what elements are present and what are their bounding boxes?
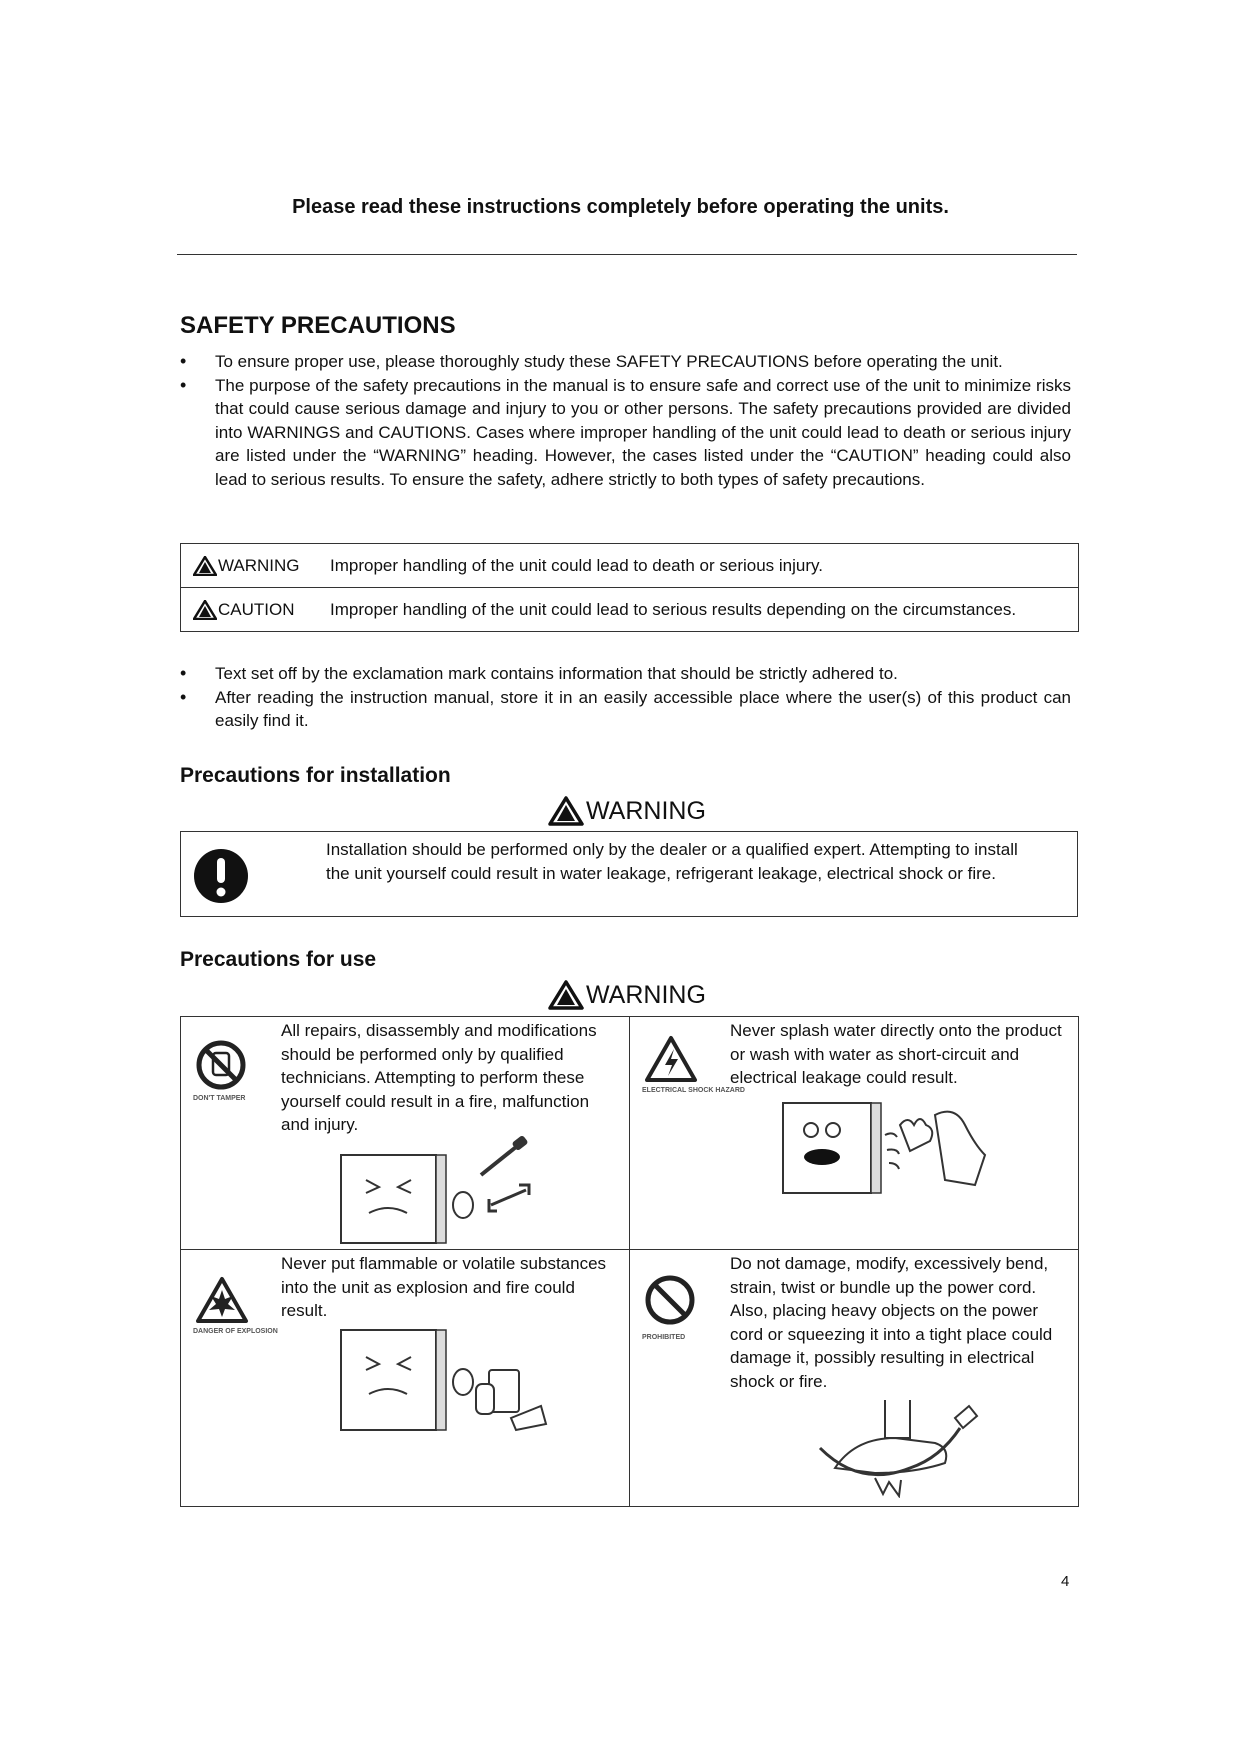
warning-triangle-icon [548, 980, 584, 1010]
warning-triangle-icon [548, 796, 584, 826]
exclamation-icon [193, 848, 249, 904]
use-warning-grid [180, 1016, 1079, 1507]
flammable-illustration [331, 1322, 571, 1442]
intro-bullets [180, 350, 1071, 491]
use-heading: Precautions for use [180, 948, 377, 971]
installation-warning-label: WARNING [586, 796, 706, 825]
icon-caption: DON'T TAMPER [193, 1095, 246, 1102]
divider [177, 254, 1077, 255]
dont-tamper-icon [195, 1039, 247, 1091]
legend-label-warning: WARNING [218, 555, 300, 575]
warning-cell-text: Do not damage, modify, excessively bend, strain, twist or bundle up the power cord. Also, placing heavy objects on the power cord or squeezing it into a tight place could damage it, possibly resulting in electrical shock or fire. [730, 1254, 1053, 1391]
hazard-legend-table [180, 543, 1079, 632]
list-item: • Text set off by the exclamation mark contains information that should be strictly adhered to. [180, 662, 1071, 686]
installation-warning-text: Installation should be performed only by the dealer or a qualified expert. Attempting to install the unit yourself could result in water leakage, refrigerant leakage, electrical shock or fire. [326, 840, 1018, 883]
use-warning-heading [548, 980, 706, 1010]
table-row [181, 588, 1079, 632]
page-title: SAFETY PRECAUTIONS [180, 312, 456, 339]
table-row [181, 1250, 1079, 1507]
list-item: • After reading the instruction manual, store it in an easily accessible place where the user(s) of this product can easily find it. [180, 686, 1071, 733]
table-row [181, 544, 1079, 588]
tamper-illustration [331, 1135, 551, 1245]
installation-warning-heading [548, 796, 706, 826]
list-item: • To ensure proper use, please thoroughly study these SAFETY PRECAUTIONS before operating the unit. [180, 350, 1071, 374]
legend-text-caution: Improper handling of the unit could lead to serious results depending on the circumstances. [330, 588, 1079, 632]
prohibited-icon [644, 1274, 696, 1326]
page-number: 4 [1061, 1573, 1070, 1590]
warning-cell-text: Never put flammable or volatile substances into the unit as explosion and fire could result. [281, 1254, 607, 1320]
water-splash-illustration [775, 1095, 1015, 1205]
icon-caption: ELECTRICAL SHOCK HAZARD [642, 1087, 745, 1094]
icon-caption: DANGER OF EXPLOSION [193, 1328, 278, 1335]
list-item: • The purpose of the safety precautions in the manual is to ensure safe and correct use of the unit to minimize risks that could cause serious damage and injury to you or other persons. The safety precautions provided are divided into WARNINGS and CAUTIONS. Cases where improper handling of the unit could lead to death or serious injury are listed under the “WARNING” heading. However, the cases listed under the “CAUTION” heading could also lead to serious results. To ensure the safety, adhere strictly to both types of safety precautions. [180, 374, 1071, 492]
explosion-danger-icon [195, 1276, 249, 1324]
warning-cell-text: All repairs, disassembly and modifications should be performed only by qualified technicians. Attempting to perform these yourself could result in a fire, malfunction and injury. [281, 1021, 597, 1134]
intro-instruction: Please read these instructions completely before operating the units. [292, 196, 949, 218]
legend-label-caution: CAUTION [218, 599, 295, 619]
legend-text-warning: Improper handling of the unit could lead to death or serious injury. [330, 544, 1079, 588]
warning-cell-text: Never splash water directly onto the product or wash with water as short-circuit and electrical leakage could result. [730, 1021, 1062, 1087]
warning-triangle-icon [193, 556, 217, 576]
installation-warning-box [180, 831, 1078, 917]
table-row [181, 1017, 1079, 1250]
use-warning-label: WARNING [586, 980, 706, 1009]
icon-caption: PROHIBITED [642, 1334, 686, 1341]
caution-triangle-icon [193, 600, 217, 620]
electrical-shock-hazard-icon [644, 1035, 698, 1083]
installation-heading: Precautions for installation [180, 764, 451, 787]
power-cord-illustration [815, 1398, 985, 1498]
notice-bullets [180, 662, 1071, 733]
